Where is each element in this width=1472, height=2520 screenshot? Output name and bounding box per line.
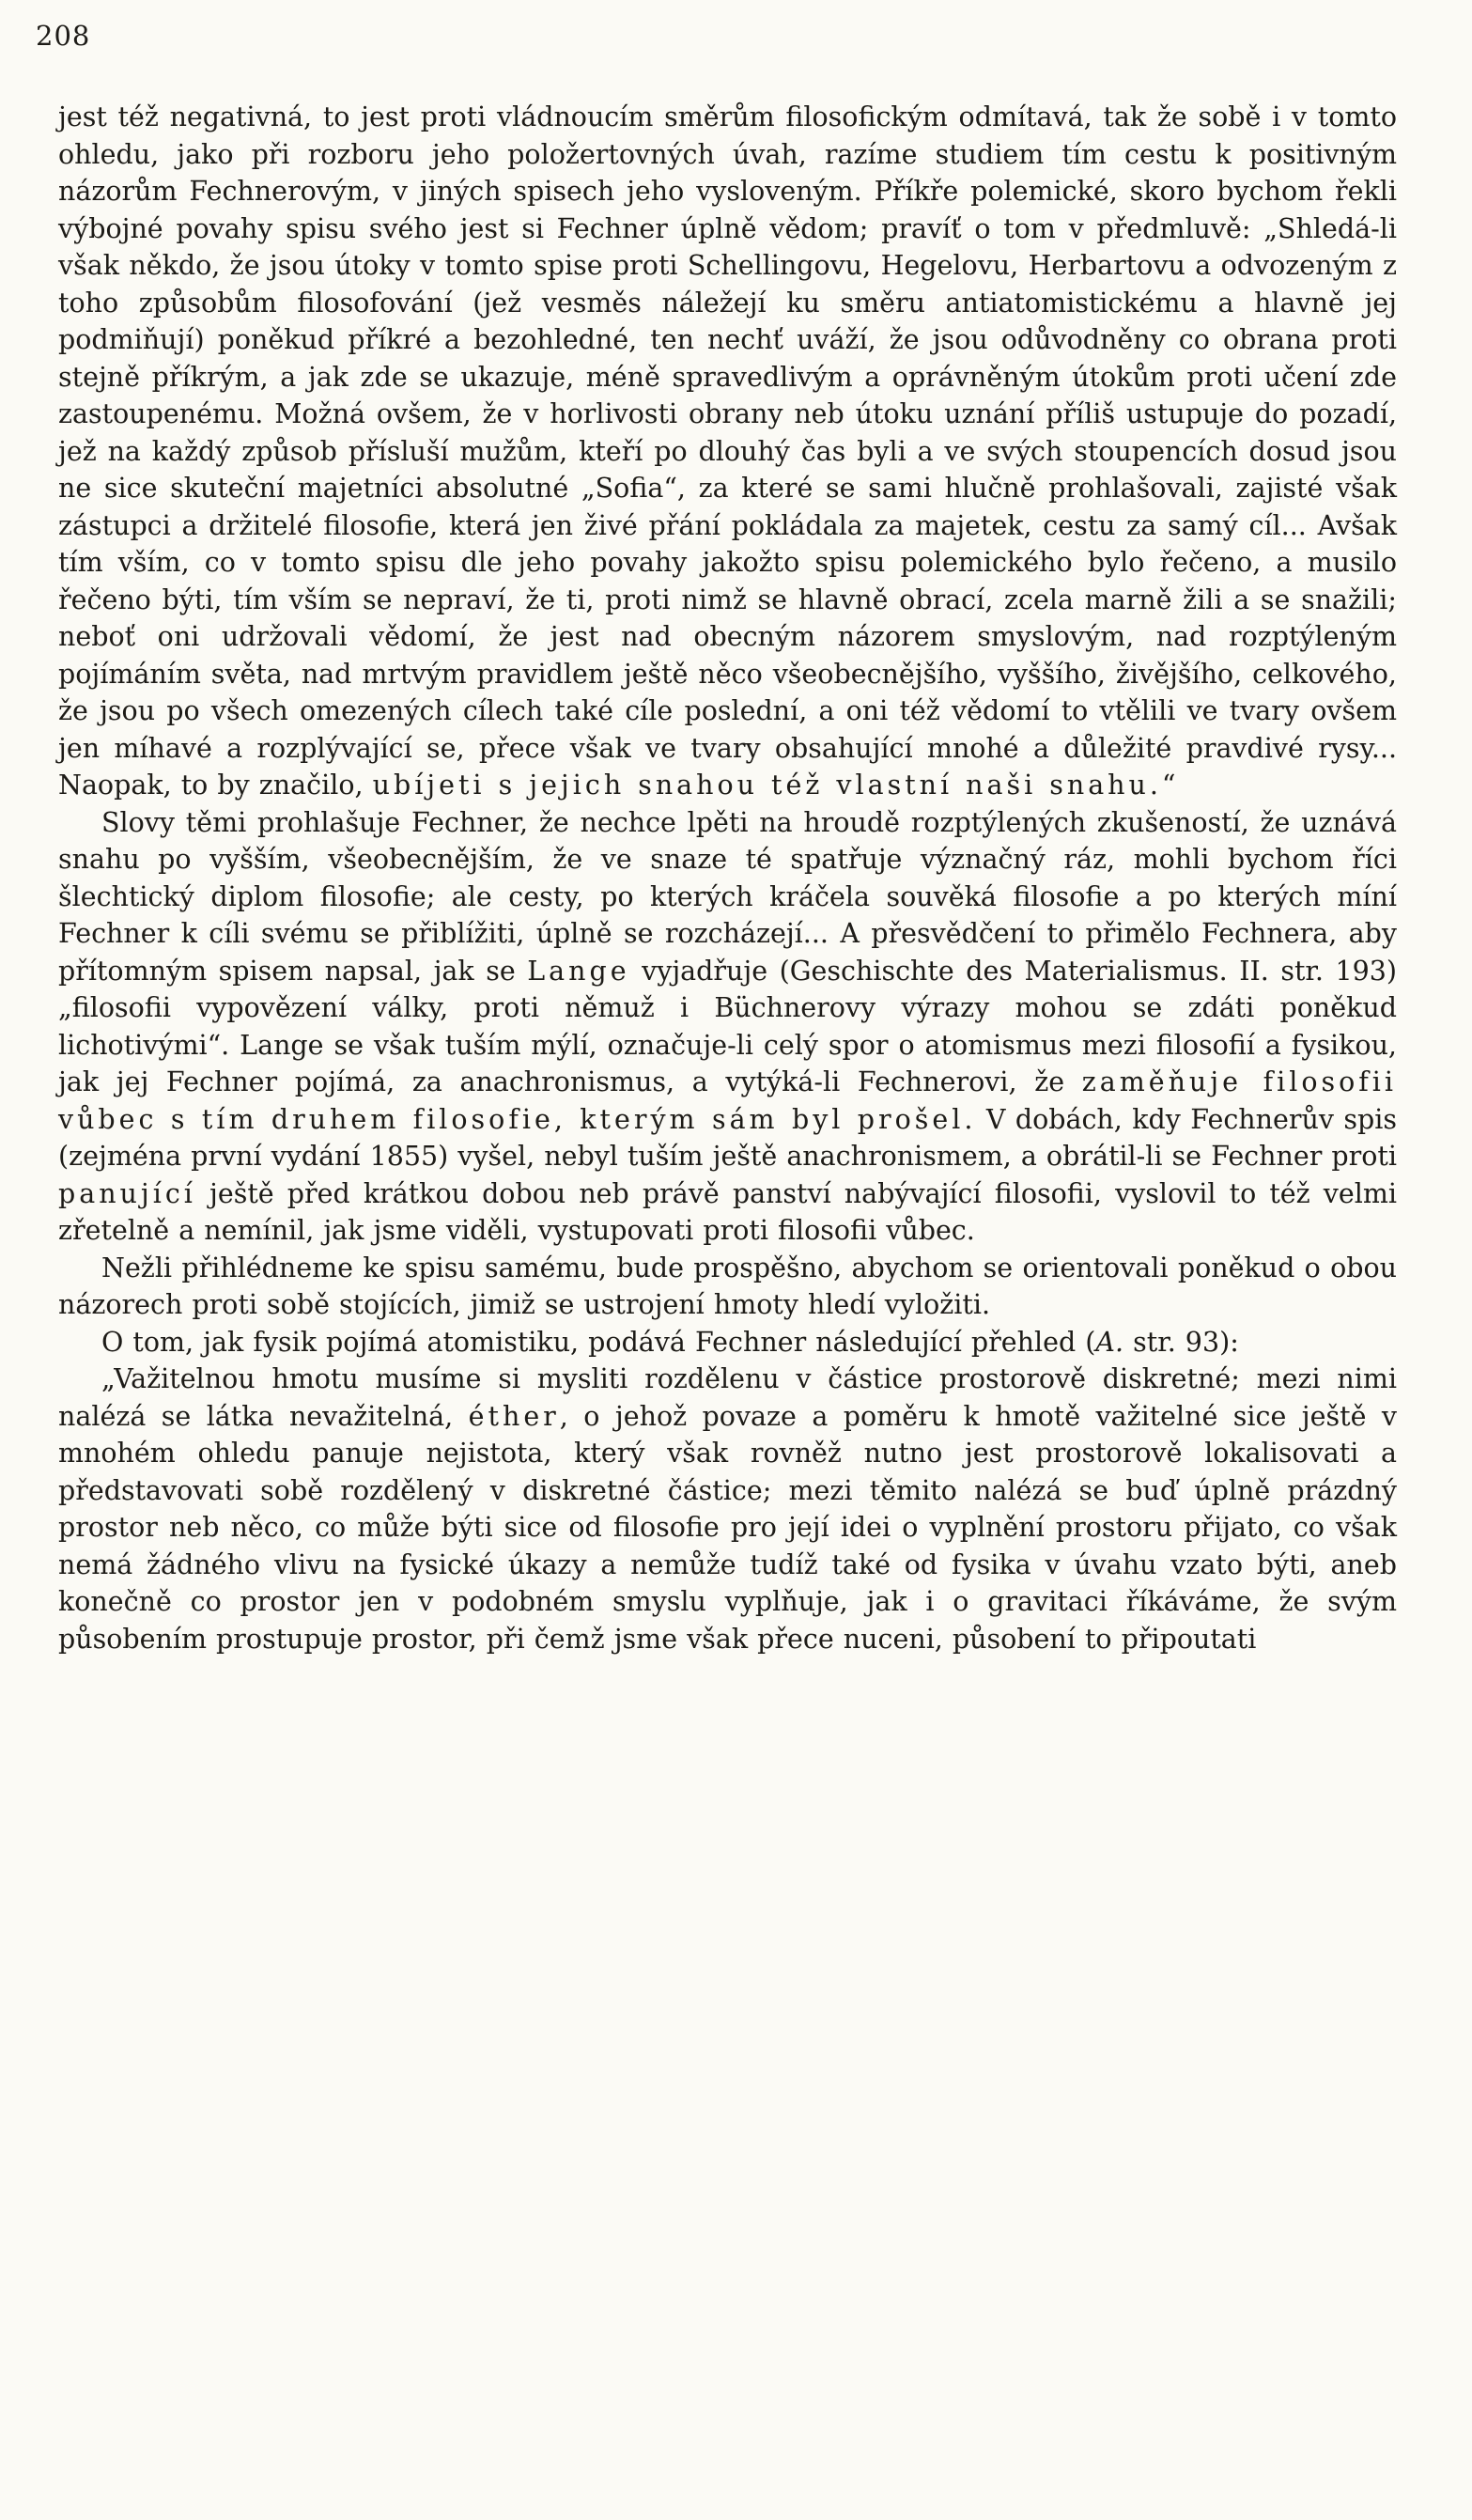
emphasized-text: Lange [527,955,630,987]
emphasized-text: zaměňuje filosofii vůbec s tím druhem filosofie, kterým sám byl prošel. [58,1066,1397,1135]
page-text [58,99,1397,1657]
body-text: , o jehož povaze a poměru k hmotě važitelné sice ještě v mnohém ohledu panuje nejistota, který však rovněž nutno jest prostorově lokalisovati a představovati sobě rozdělený v diskretné částice; mezi těmito nalézá se buď úplně prázdný prostor neb něco, co může býti sice od filosofie pro její idei o vyplnění prostoru přijato, co však nemá žádného vlivu na fysické úkazy a nemůže tudíž také od fysika v úvahu vzato býti, aneb konečně co prostor jen v podobném smyslu vyplňuje, jak i o gravitaci říkáváme, že svým působením prostupuje prostor, při čemž jsme však přece nuceni, působení to připoutati [58,1400,1397,1655]
paragraph [58,1250,1397,1324]
page-number: 208 [36,20,91,52]
italic-text: A. [1095,1326,1124,1358]
paragraph [58,1324,1397,1361]
emphasized-text: panující [58,1177,196,1209]
body-text: „Važitelnou hmotu musíme si mysliti rozdělenu v částice prostorově diskretné; mezi nimi nalézá se látka nevažitelná, [58,1363,1397,1432]
emphasized-text: éther [468,1400,560,1432]
body-text: jest též negativná, to jest proti vládnoucím směrům filosofickým odmítavá, tak že sobě i v tomto ohledu, jako při rozboru jeho položertovných úvah, razíme studiem tím cestu k positivným názorům Fechnerovým, v jiných spisech jeho vysloveným. Příkře polemické, skoro bychom řekli výbojné povahy spisu svého jest si Fechner úplně vědom; pravíť o tom v předmluvě: „Shledá-li však někdo, že jsou útoky v tomto spise proti Schellingovu, Hegelovu, Herbartovu a odvozeným z toho způsobům filosofování (jež vesměs náležejí ku směru antiatomistickému a hlavně jej podmiňují) poněkud příkré a bezohledné, ten nechť uváží, že jsou odůvodněny co obrana proti stejně příkrým, a jak zde se ukazuje, méně spravedlivým a oprávněným útokům proti učení zde zastoupenému. Možná ovšem, že v horlivosti obrany neb útoku uznání příliš ustupuje do pozadí, jež na každý způsob přísluší mužům, kteří po dlouhý čas byli a ve svých stoupencích dosud jsou ne sice skuteční majetníci absolutné „Sofia“, za které se sami hlučně prohlašovali, zajisté však zástupci a držitelé filosofie, která jen živé přání pokládala za majetek, cestu za samý cíl... Avšak tím vším, co v tomto spisu dle jeho povahy jakožto spisu polemického bylo řečeno, a musilo řečeno býti, tím vším se nepraví, že ti, proti nimž se hlavně obrací, zcela marně žili a se snažili; neboť oni udržovali vědomí, že jest nad obecným názorem smyslovým, nad rozptýleným pojímáním světa, nad mrtvým pravidlem ještě něco všeobecnějšího, vyššího, živějšího, celkového, že jsou po všech omezených cílech také cíle poslední, a oni též vědomí to vtělili ve tvary ovšem jen míhavé a rozplývající se, přece však ve tvary obsahující mnohé a důležité pravdivé rysy... Naopak, to by značilo, [58,101,1397,801]
emphasized-text: ubíjeti s jejich snahou též vlastní naši snahu. [372,770,1162,801]
body-text: O tom, jak fysik pojímá atomistiku, podává Fechner následující přehled ( [101,1326,1096,1358]
body-text: Slovy těmi prohlašuje Fechner, že nechce lpěti na hroudě rozptýlených zkušeností, že uznává snahu po vyšším, všeobecnějším, že ve snaze té spatřuje význačný ráz, mohli bychom říci šlechtický diplom filosofie; ale cesty, po kterých kráčela souvěká filosofie a po kterých míní Fechner k cíli svému se přiblížiti, úplně se rozcházejí... A přesvědčení to přimělo Fechnera, aby přítomným spisem napsal, jak se [58,806,1397,987]
body-text: ještě před krátkou dobou neb právě panství nabývající filosofii, vyslovil to též velmi zřetelně a nemínil, jak jsme viděli, vystupovati proti filosofii vůbec. [58,1177,1397,1246]
paragraph [58,1361,1397,1657]
body-text: Nežli přihlédneme ke spisu samému, bude prospěšno, abychom se orientovali poněkud o obou názorech proti sobě stojících, jimiž se ustrojení hmoty hledí vyložiti. [58,1252,1397,1320]
body-text: str. 93): [1123,1326,1239,1358]
body-text: V dobách, kdy Fechnerův spis (zejména první vydání 1855) vyšel, nebyl tuším ještě anachronismem, a obrátil-li se Fechner proti [58,1103,1398,1172]
paragraph [58,99,1397,804]
body-text: vyjadřuje (Geschischte des Materialismus. II. str. 193) „filosofii vypovězení války, proti němuž i Büchnerovy výrazy mohou se zdáti poněkud lichotivými“. Lange se však tuším mýlí, označuje-li celý spor o atomismus mezi filosofií a fysikou, jak jej Fechner pojímá, za anachronismus, a vytýká-li Fechnerovi, že [58,955,1397,1097]
body-text: “ [1161,770,1176,801]
paragraph [58,804,1397,1250]
